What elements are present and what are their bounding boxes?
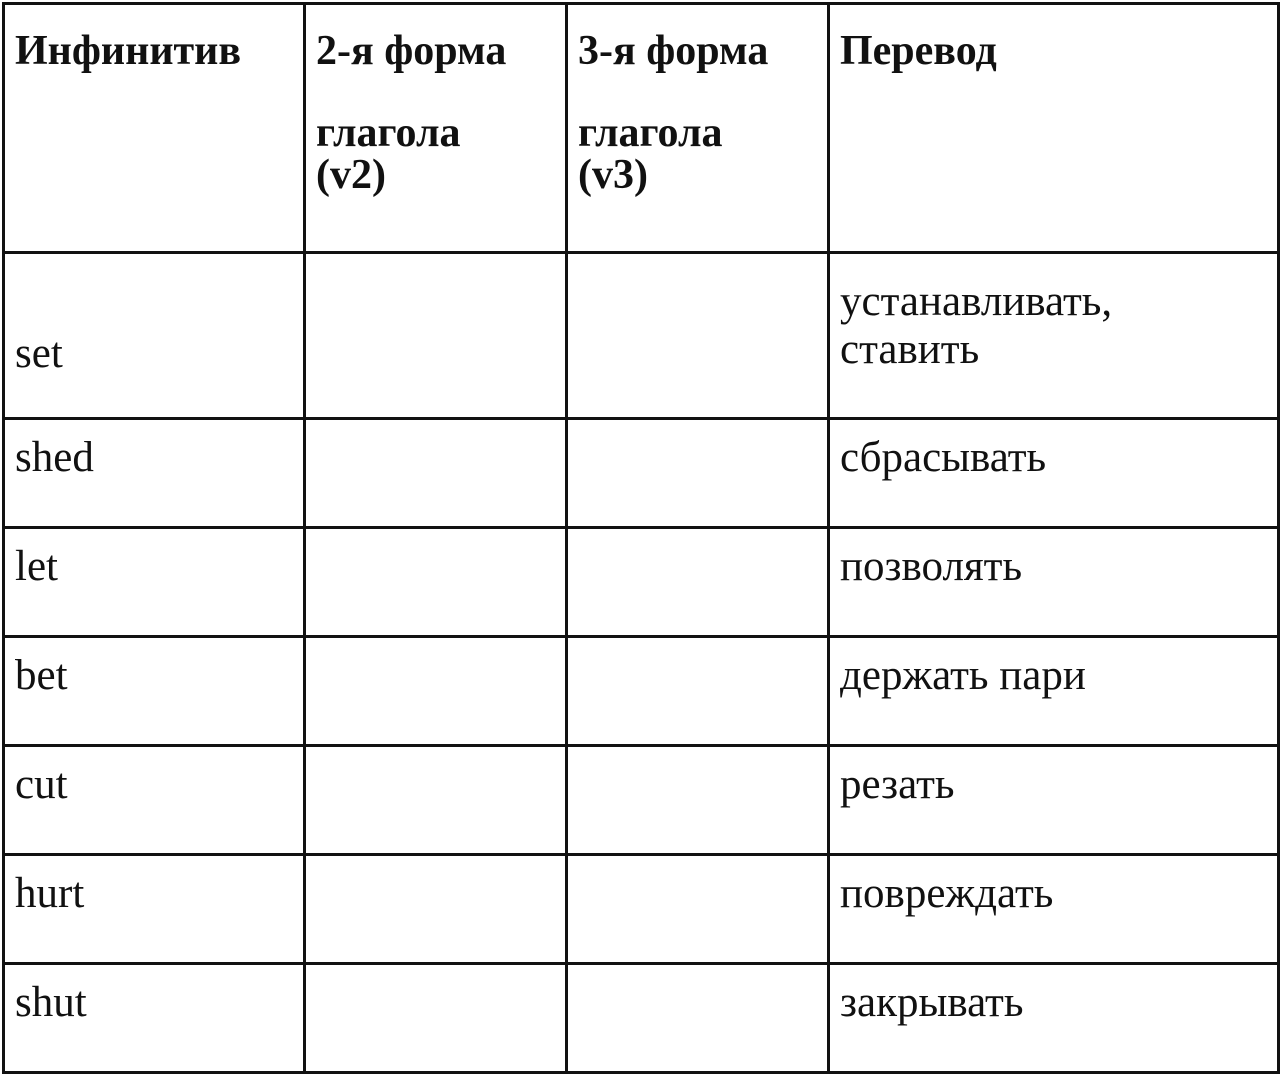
cell-translation <box>829 528 1279 637</box>
irregular-verbs-table <box>2 2 1280 1074</box>
cell-v3[interactable] <box>567 419 829 528</box>
header-v2-line2: глагола <box>316 110 461 156</box>
header-v2-line1: 2-я форма <box>316 28 507 74</box>
infinitive-text: bet <box>15 652 68 699</box>
infinitive-text: hurt <box>15 870 85 917</box>
translation-text: резать <box>840 761 955 808</box>
table-row <box>4 637 1279 746</box>
cell-v3[interactable] <box>567 637 829 746</box>
cell-translation <box>829 637 1279 746</box>
infinitive-text: shut <box>15 979 87 1026</box>
cell-v2[interactable] <box>305 419 567 528</box>
cell-translation <box>829 253 1279 419</box>
translation-text: позволять <box>840 543 1023 590</box>
table-row <box>4 528 1279 637</box>
infinitive-text: cut <box>15 761 68 808</box>
cell-v2[interactable] <box>305 746 567 855</box>
cell-infinitive <box>4 964 305 1073</box>
cell-v3[interactable] <box>567 528 829 637</box>
cell-v2[interactable] <box>305 855 567 964</box>
translation-line1: устанавливать, <box>840 278 1113 325</box>
cell-translation <box>829 855 1279 964</box>
header-translation-label: Перевод <box>840 28 997 74</box>
translation-text: повреждать <box>840 870 1054 917</box>
header-v3-line2: глагола <box>578 110 723 156</box>
infinitive-text: shed <box>15 434 94 481</box>
cell-v3[interactable] <box>567 855 829 964</box>
table-row <box>4 253 1279 419</box>
translation-text: сбрасывать <box>840 434 1047 481</box>
header-v2 <box>305 4 567 253</box>
cell-infinitive <box>4 253 305 419</box>
cell-v2[interactable] <box>305 528 567 637</box>
header-v3-line1: 3-я форма <box>578 28 769 74</box>
cell-infinitive <box>4 855 305 964</box>
cell-v2[interactable] <box>305 964 567 1073</box>
header-v2-line3: (v2) <box>316 152 386 198</box>
cell-v3[interactable] <box>567 964 829 1073</box>
cell-v3[interactable] <box>567 746 829 855</box>
cell-translation <box>829 964 1279 1073</box>
cell-v2[interactable] <box>305 637 567 746</box>
cell-infinitive <box>4 746 305 855</box>
table-row <box>4 964 1279 1073</box>
infinitive-text: let <box>15 543 58 590</box>
table-header-row <box>4 4 1279 253</box>
cell-v3[interactable] <box>567 253 829 419</box>
translation-text: закрывать <box>840 979 1024 1026</box>
table-row <box>4 419 1279 528</box>
header-translation <box>829 4 1279 253</box>
header-infinitive-label: Инфинитив <box>15 28 242 74</box>
header-infinitive <box>4 4 305 253</box>
cell-infinitive <box>4 528 305 637</box>
cell-infinitive <box>4 637 305 746</box>
cell-infinitive <box>4 419 305 528</box>
table-row <box>4 746 1279 855</box>
cell-translation <box>829 746 1279 855</box>
infinitive-text: set <box>15 330 63 377</box>
translation-text: держать пари <box>840 652 1086 699</box>
translation-line2: ставить <box>840 326 980 373</box>
cell-translation <box>829 419 1279 528</box>
header-v3 <box>567 4 829 253</box>
header-v3-line3: (v3) <box>578 152 648 198</box>
cell-v2[interactable] <box>305 253 567 419</box>
table-row <box>4 855 1279 964</box>
